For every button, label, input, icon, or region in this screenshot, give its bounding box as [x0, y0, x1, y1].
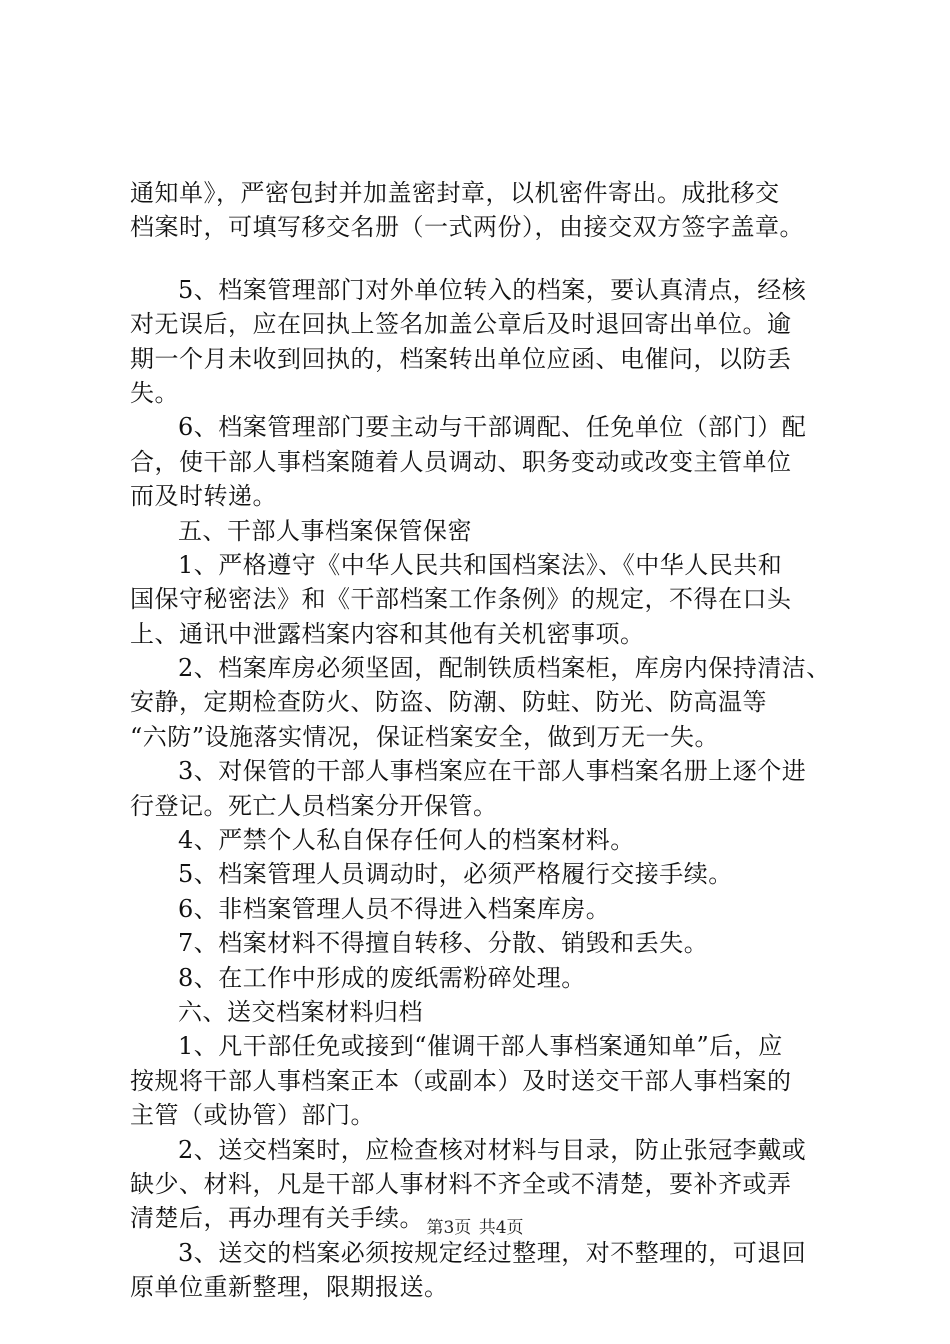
- text-line: 通知单》，严密包封并加盖密封章，以机密件寄出。成批移交: [130, 179, 780, 207]
- text-line: 6、档案管理部门要主动与干部调配、任免单位（部门）配: [178, 413, 807, 442]
- section-heading: 六、送交档案材料归档: [178, 997, 423, 1026]
- text-line: 清楚后，再办理有关手续。: [130, 1204, 424, 1233]
- text-line: 原单位重新整理，限期报送。: [130, 1273, 449, 1302]
- text-line: 7、档案材料不得擅自转移、分散、销毁和丢失。: [178, 929, 709, 958]
- text-line: 5、档案管理部门对外单位转入的档案，要认真清点，经核: [178, 275, 807, 304]
- text-line: “六防”设施落实情况，保证档案安全，做到万无一失。: [130, 722, 720, 751]
- text-line: 合，使干部人事档案随着人员调动、职务变动或改变主管单位: [130, 447, 792, 476]
- text-line: 国保守秘密法》和《干部档案工作条例》的规定，不得在口头: [130, 585, 792, 614]
- text-line: 3、对保管的干部人事档案应在干部人事档案名册上逐个进: [178, 757, 807, 786]
- document-body: [130, 176, 840, 1305]
- text-line: 4、严禁个人私自保存任何人的档案材料。: [178, 826, 635, 855]
- text-line: 1、凡干部任免或接到“催调干部人事档案通知单”后，应: [178, 1032, 783, 1061]
- text-line: 主管（或协管）部门。: [130, 1101, 375, 1130]
- text-line: 8、在工作中形成的废纸需粉碎处理。: [178, 963, 586, 992]
- text-line: 对无误后，应在回执上签名加盖公章后及时退回寄出单位。逾: [130, 310, 792, 339]
- text-line: 上、通讯中泄露档案内容和其他有关机密事项。: [130, 619, 645, 648]
- text-line: 2、档案库房必须坚固，配制铁质档案柜，库房内保持清洁、: [178, 654, 831, 683]
- text-line: 而及时转递。: [130, 482, 277, 511]
- text-line: 缺少、材料，凡是干部人事材料不齐全或不清楚，要补齐或弄: [130, 1169, 792, 1198]
- text-line: 失。: [130, 378, 179, 407]
- text-line: 安静，定期检查防火、防盗、防潮、防蛀、防光、防高温等: [130, 688, 767, 717]
- text-line: 期一个月未收到回执的，档案转出单位应函、电催问，以防丢: [130, 344, 792, 373]
- text-line: 档案时，可填写移交名册（一式两份），由接交双方签字盖章。: [130, 213, 804, 242]
- text-line: 2、送交档案时，应检查核对材料与目录，防止张冠李戴或: [178, 1135, 807, 1164]
- text-line: 6、非档案管理人员不得进入档案库房。: [178, 894, 611, 923]
- text-line: 5、档案管理人员调动时，必须严格履行交接手续。: [178, 860, 733, 889]
- text-line: 3、送交的档案必须按规定经过整理，对不整理的，可退回: [178, 1238, 807, 1267]
- text-line: 1、严格遵守《中华人民共和国档案法》、《中华人民共和: [178, 550, 783, 579]
- text-line: 行登记。死亡人员档案分开保管。: [130, 791, 498, 820]
- text-line: 按规将干部人事档案正本（或副本）及时送交干部人事档案的: [130, 1066, 792, 1095]
- section-heading: 五、干部人事档案保管保密: [178, 516, 472, 545]
- page-number-footer: 第3页 共4页: [426, 1218, 524, 1238]
